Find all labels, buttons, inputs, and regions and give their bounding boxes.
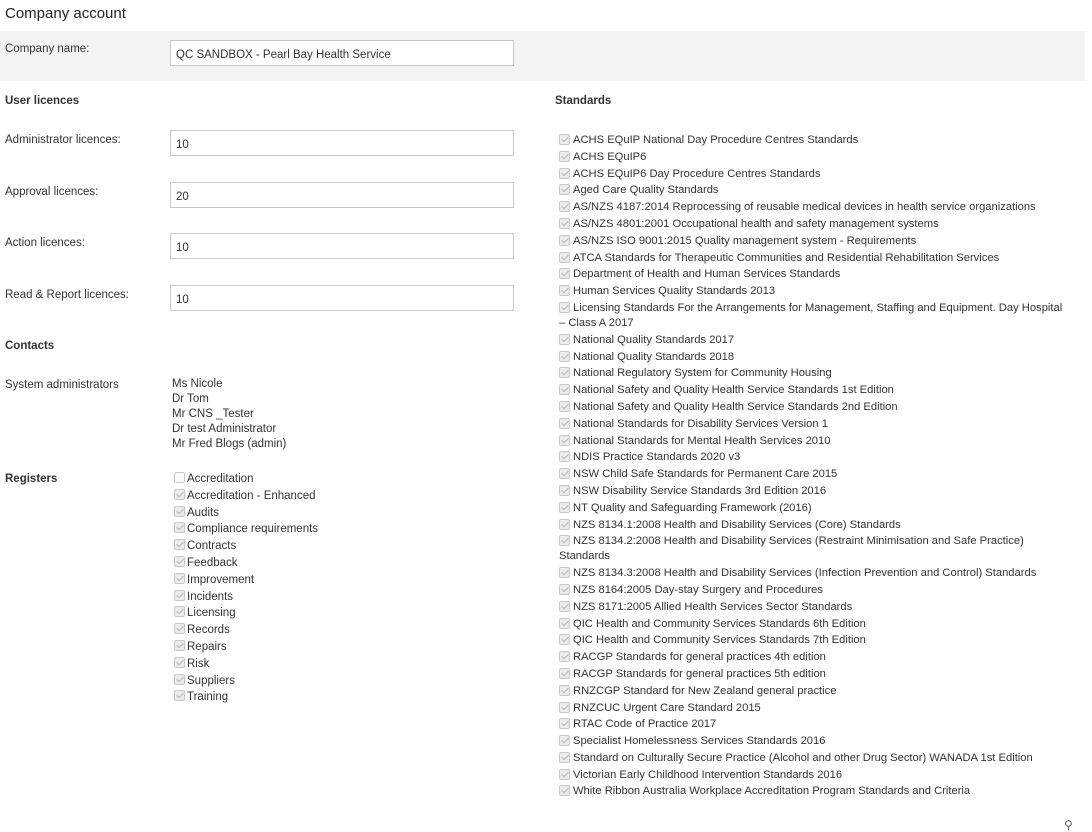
standard-checkbox[interactable]: [559, 584, 570, 595]
standard-item: [556, 467, 1066, 484]
standard-label: NSW Disability Service Standards 3rd Edition 2016: [573, 484, 827, 497]
standard-label: National Safety and Quality Health Service Standards 2nd Edition: [573, 400, 898, 413]
register-label: Records: [187, 624, 230, 637]
registers-list: [174, 472, 504, 707]
standard-item: [556, 734, 1066, 751]
standard-checkbox[interactable]: [559, 218, 570, 229]
register-checkbox[interactable]: [174, 556, 185, 567]
standard-item: [556, 350, 1066, 367]
register-item: [174, 690, 504, 707]
read-report-licences-label: Read & Report licences:: [5, 289, 130, 301]
standard-label: White Ribbon Australia Workplace Accreditation Program Standards and Criteria: [573, 785, 971, 798]
standard-item: [556, 684, 1066, 701]
standard-checkbox[interactable]: [559, 668, 570, 679]
register-checkbox[interactable]: [174, 623, 185, 634]
standards-list: [556, 133, 1066, 801]
standard-label: NT Quality and Safeguarding Framework (2016): [573, 501, 812, 514]
standard-checkbox[interactable]: [559, 651, 570, 662]
standard-item: [556, 251, 1066, 268]
register-label: Suppliers: [187, 674, 235, 687]
standard-item: [556, 751, 1066, 768]
standard-label: Specialist Homelessness Services Standards 2016: [573, 735, 826, 748]
standard-label: RTAC Code of Practice 2017: [573, 718, 717, 731]
standard-item: [556, 150, 1066, 167]
standard-checkbox[interactable]: [559, 601, 570, 612]
register-checkbox[interactable]: [174, 489, 185, 500]
company-name-label: Company name:: [5, 43, 90, 55]
company-name-row: [0, 31, 1085, 81]
standard-checkbox[interactable]: [559, 468, 570, 479]
standard-checkbox[interactable]: [559, 618, 570, 629]
register-label: Training: [187, 691, 229, 704]
standard-checkbox[interactable]: [559, 201, 570, 212]
standard-label: RACGP Standards for general practices 5th edition: [573, 667, 826, 680]
standard-item: [556, 183, 1066, 200]
register-label: Audits: [187, 506, 219, 519]
admin-name: Dr test Administrator: [172, 423, 277, 435]
register-label: Feedback: [187, 556, 238, 569]
register-checkbox[interactable]: [174, 573, 185, 584]
register-label: Contracts: [187, 540, 237, 553]
admin-name: Mr Fred Blogs (admin): [172, 438, 287, 450]
standard-checkbox[interactable]: [559, 451, 570, 462]
standard-label: Standard on Culturally Secure Practice (Alcohol and other Drug Sector) WANADA 1st Edition: [573, 751, 1033, 764]
standard-label: AS/NZS ISO 9001:2015 Quality management system - Requirements: [573, 234, 917, 247]
standard-item: [556, 267, 1066, 284]
standard-checkbox[interactable]: [559, 367, 570, 378]
standard-checkbox[interactable]: [559, 485, 570, 496]
contacts-heading: Contacts: [5, 340, 55, 352]
standard-checkbox[interactable]: [559, 151, 570, 162]
standard-checkbox[interactable]: [559, 285, 570, 296]
register-item: [174, 573, 504, 590]
standard-label: AS/NZS 4187:2014 Reprocessing of reusable medical devices in health service organizations: [573, 201, 1036, 214]
standard-label: National Regulatory System for Community Housing: [573, 367, 832, 380]
register-label: Accreditation: [187, 473, 254, 485]
system-administrators-label: System administrators: [5, 379, 119, 391]
standard-item: [556, 717, 1066, 734]
standard-item: [556, 501, 1066, 518]
register-label: Risk: [187, 657, 210, 670]
standard-checkbox[interactable]: [559, 769, 570, 780]
standard-label: Licensing Standards For the Arrangements for Management, Staffing and Equipment. Day Hospital – Class A 2017: [559, 301, 1063, 329]
standard-label: ACHS EQuIP National Day Procedure Centres Standards: [573, 134, 859, 146]
page-title: Company account: [5, 5, 126, 22]
register-item: [174, 522, 504, 539]
standard-label: National Standards for Disability Services Version 1: [573, 417, 828, 430]
standard-label: RACGP Standards for general practices 4th edition: [573, 651, 826, 664]
standard-checkbox[interactable]: [559, 184, 570, 195]
standard-label: NDIS Practice Standards 2020 v3: [573, 451, 741, 464]
standard-label: NZS 8164:2005 Day-stay Surgery and Procedures: [573, 583, 823, 596]
register-item: [174, 640, 504, 657]
register-label: Licensing: [187, 607, 236, 620]
register-item: [174, 489, 504, 506]
register-checkbox[interactable]: [174, 522, 185, 533]
approval-licences-label: Approval licences:: [5, 186, 99, 198]
register-checkbox[interactable]: [174, 590, 185, 601]
standard-item: [556, 301, 1066, 333]
register-label: Repairs: [187, 640, 227, 653]
register-checkbox[interactable]: [174, 690, 185, 701]
standard-item: [556, 284, 1066, 301]
standard-checkbox[interactable]: [559, 334, 570, 345]
standard-checkbox[interactable]: [559, 268, 570, 279]
register-checkbox[interactable]: [174, 606, 185, 617]
standard-checkbox[interactable]: [559, 634, 570, 645]
administrator-licences-input[interactable]: [170, 130, 514, 156]
standard-label: QIC Health and Community Services Standards 6th Edition: [573, 617, 866, 630]
standard-item: [556, 633, 1066, 650]
approval-licences-input[interactable]: [170, 182, 514, 208]
standard-checkbox[interactable]: [559, 384, 570, 395]
standard-label: Human Services Quality Standards 2013: [573, 285, 776, 298]
standard-item: [556, 383, 1066, 400]
standards-heading: Standards: [555, 95, 612, 107]
standard-checkbox[interactable]: [559, 735, 570, 746]
admin-name: Ms Nicole: [172, 378, 223, 390]
admin-name: Dr Tom: [172, 393, 209, 405]
standard-label: National Standards for Mental Health Services 2010: [573, 434, 831, 447]
standard-item: [556, 400, 1066, 417]
standard-item: [556, 417, 1066, 434]
standard-checkbox[interactable]: [559, 418, 570, 429]
read-report-licences-input[interactable]: [170, 285, 514, 311]
standard-checkbox[interactable]: [559, 535, 570, 546]
user-licences-heading: User licences: [5, 95, 80, 107]
standard-item: [556, 583, 1066, 600]
standard-item: [556, 366, 1066, 383]
help-icon[interactable]: ⚲: [1064, 818, 1073, 832]
standard-item: [556, 234, 1066, 251]
standard-checkbox[interactable]: [559, 435, 570, 446]
register-label: Accreditation - Enhanced: [187, 489, 316, 502]
standard-item: [556, 133, 1066, 150]
standard-item: [556, 434, 1066, 451]
standard-item: [556, 167, 1066, 184]
standard-label: RNZCGP Standard for New Zealand general practice: [573, 684, 837, 697]
standard-item: [556, 784, 1066, 801]
register-checkbox[interactable]: [174, 674, 185, 685]
register-item: [174, 506, 504, 523]
register-label: Compliance requirements: [187, 523, 319, 536]
standard-checkbox[interactable]: [559, 168, 570, 179]
standard-label: ATCA Standards for Therapeutic Communities and Residential Rehabilitation Services: [573, 251, 1000, 264]
register-item: [174, 674, 504, 691]
standard-checkbox[interactable]: [559, 519, 570, 530]
standard-item: [556, 600, 1066, 617]
standard-checkbox[interactable]: [559, 134, 570, 145]
standard-label: National Quality Standards 2017: [573, 333, 735, 346]
standard-checkbox[interactable]: [559, 785, 570, 796]
standard-label: NZS 8134.2:2008 Health and Disability Services (Restraint Minimisation and Safe Practice) Standards: [559, 535, 1024, 563]
register-label: Improvement: [187, 573, 255, 586]
standard-label: National Safety and Quality Health Service Standards 1st Edition: [573, 384, 894, 397]
standard-checkbox[interactable]: [559, 351, 570, 362]
standard-label: AS/NZS 4801:2001 Occupational health and safety management systems: [573, 217, 939, 230]
standard-label: Department of Health and Human Services Standards: [573, 268, 841, 281]
register-label: Incidents: [187, 590, 234, 603]
standard-item: [556, 518, 1066, 535]
standard-checkbox[interactable]: [559, 702, 570, 713]
standard-checkbox[interactable]: [559, 401, 570, 412]
standard-checkbox[interactable]: [559, 302, 570, 313]
register-item: [174, 539, 504, 556]
admin-name: Mr CNS _Tester: [172, 408, 254, 420]
system-administrators-list: [172, 377, 286, 452]
register-checkbox[interactable]: [174, 539, 185, 550]
standard-checkbox[interactable]: [559, 685, 570, 696]
standard-checkbox[interactable]: [559, 235, 570, 246]
standard-label: NZS 8134.3:2008 Health and Disability Services (Infection Prevention and Control) Standards: [573, 567, 1037, 580]
register-checkbox[interactable]: [174, 472, 185, 483]
standard-item: [556, 200, 1066, 217]
standard-label: NZS 8171:2005 Allied Health Services Sector Standards: [573, 600, 853, 613]
standard-item: [556, 701, 1066, 718]
standard-label: NSW Child Safe Standards for Permanent Care 2015: [573, 468, 838, 481]
standard-label: Victorian Early Childhood Intervention Standards 2016: [573, 768, 843, 781]
standard-checkbox[interactable]: [559, 718, 570, 729]
register-item: [174, 556, 504, 573]
register-item: [174, 623, 504, 640]
standard-label: QIC Health and Community Services Standards 7th Edition: [573, 634, 866, 647]
register-checkbox[interactable]: [174, 640, 185, 651]
standard-label: ACHS EQuIP6: [573, 150, 647, 163]
standard-item: [556, 534, 1066, 566]
register-item: [174, 590, 504, 607]
standard-item: [556, 217, 1066, 234]
standard-checkbox[interactable]: [559, 567, 570, 578]
company-name-input[interactable]: [170, 40, 514, 66]
standard-checkbox[interactable]: [559, 752, 570, 763]
standard-label: National Quality Standards 2018: [573, 350, 735, 363]
standard-label: RNZCUC Urgent Care Standard 2015: [573, 701, 761, 714]
registers-heading: Registers: [5, 473, 58, 485]
register-item: [174, 657, 504, 674]
standard-item: [556, 617, 1066, 634]
register-item: [174, 472, 504, 489]
action-licences-input[interactable]: [170, 233, 514, 259]
standard-label: ACHS EQuIP6 Day Procedure Centres Standards: [573, 167, 821, 180]
standard-item: [556, 566, 1066, 583]
standard-checkbox[interactable]: [559, 502, 570, 513]
administrator-licences-label: Administrator licences:: [5, 134, 121, 146]
standard-item: [556, 333, 1066, 350]
register-checkbox[interactable]: [174, 657, 185, 668]
register-item: [174, 606, 504, 623]
standard-item: [556, 768, 1066, 785]
standard-item: [556, 650, 1066, 667]
standard-item: [556, 450, 1066, 467]
action-licences-label: Action licences:: [5, 237, 85, 249]
standard-checkbox[interactable]: [559, 252, 570, 263]
standard-label: NZS 8134.1:2008 Health and Disability Services (Core) Standards: [573, 518, 901, 531]
register-checkbox[interactable]: [174, 506, 185, 517]
standard-item: [556, 667, 1066, 684]
standard-item: [556, 484, 1066, 501]
standard-label: Aged Care Quality Standards: [573, 184, 719, 197]
